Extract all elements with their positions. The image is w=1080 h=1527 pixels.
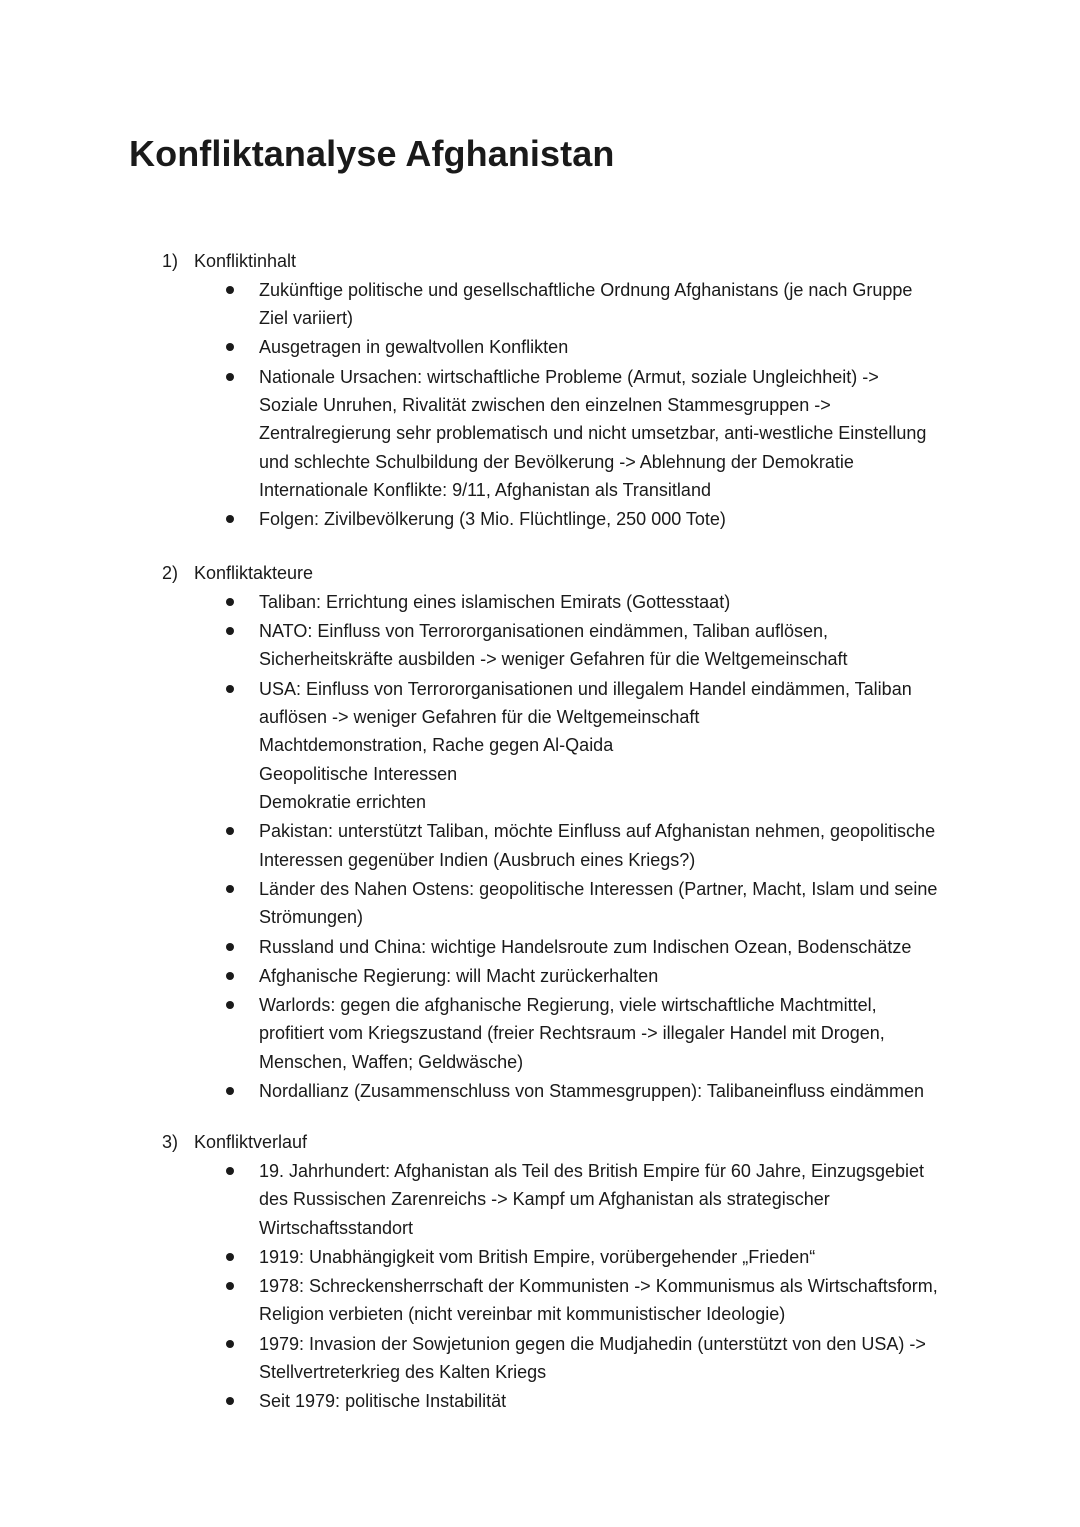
- list-item-line: Stellvertreterkrieg des Kalten Kriegs: [259, 1362, 547, 1383]
- list-item-line: Interessen gegenüber Indien (Ausbruch eines Kriegs?): [259, 849, 696, 870]
- list-item-line: Menschen, Waffen; Geldwäsche): [259, 1051, 524, 1072]
- section-konfliktverlauf: [162, 1128, 982, 1416]
- section-heading: [162, 1128, 982, 1156]
- bullet-dot-icon: [226, 685, 234, 693]
- list-item: [162, 276, 982, 333]
- list-item: [162, 1157, 982, 1242]
- list-item-line: USA: Einfluss von Terrororganisationen und illegalem Handel eindämmen, Taliban: [259, 678, 912, 699]
- list-item-line: des Russischen Zarenreichs -> Kampf um Afghanistan als strategischer: [259, 1189, 830, 1210]
- list-item-line: Folgen: Zivilbevölkerung (3 Mio. Flüchtlinge, 250 000 Tote): [259, 509, 726, 530]
- list-item: [162, 363, 982, 505]
- section-title: Konfliktakteure: [194, 563, 314, 583]
- list-item-line: Afghanische Regierung: will Macht zurückerhalten: [259, 965, 659, 986]
- bullet-dot-icon: [226, 515, 234, 523]
- bullet-dot-icon: [226, 1340, 234, 1348]
- bullet-dot-icon: [226, 627, 234, 635]
- list-item-line: Länder des Nahen Ostens: geopolitische Interessen (Partner, Macht, Islam und seine: [259, 879, 938, 900]
- list-item-line: Seit 1979: politische Instabilität: [259, 1391, 507, 1412]
- bullet-dot-icon: [226, 286, 234, 294]
- list-item-line: Nordallianz (Zusammenschluss von Stammesgruppen): Talibaneinfluss eindämmen: [259, 1081, 924, 1102]
- list-item: [162, 1272, 982, 1329]
- bullet-dot-icon: [226, 885, 234, 893]
- bullet-dot-icon: [226, 373, 234, 381]
- section-title: Konfliktinhalt: [194, 251, 297, 271]
- list-item: [162, 588, 982, 616]
- list-item-line: Geopolitische Interessen: [259, 763, 458, 784]
- bullet-dot-icon: [226, 343, 234, 351]
- list-item-line: Ausgetragen in gewaltvollen Konflikten: [259, 337, 569, 358]
- bullet-list: [162, 1157, 982, 1416]
- list-item: [162, 1330, 982, 1387]
- list-item: [162, 933, 982, 961]
- list-item-line: Wirtschaftsstandort: [259, 1217, 414, 1238]
- list-item: [162, 1387, 982, 1415]
- list-item-line: auflösen -> weniger Gefahren für die Weltgemeinschaft: [259, 707, 700, 728]
- list-item-line: Pakistan: unterstützt Taliban, möchte Einfluss auf Afghanistan nehmen, geopolitische: [259, 821, 936, 842]
- section-heading: [162, 559, 982, 587]
- bullet-dot-icon: [226, 1397, 234, 1405]
- list-item: [162, 333, 982, 361]
- list-item: [162, 675, 982, 817]
- list-item-line: Ziel variiert): [259, 308, 354, 329]
- document-title: Konfliktanalyse Afghanistan: [129, 133, 615, 174]
- list-item-line: Demokratie errichten: [259, 792, 427, 813]
- list-item-line: Soziale Unruhen, Rivalität zwischen den einzelnen Stammesgruppen ->: [259, 395, 831, 416]
- list-item-line: 1978: Schreckensherrschaft der Kommunisten -> Kommunismus als Wirtschaftsform,: [259, 1276, 938, 1297]
- bullet-list: [162, 588, 982, 1106]
- bullet-dot-icon: [226, 1087, 234, 1095]
- section-konfliktakteure: [162, 559, 982, 1105]
- bullet-dot-icon: [226, 1253, 234, 1261]
- section-heading: [162, 247, 982, 275]
- bullet-dot-icon: [226, 1167, 234, 1175]
- bullet-list: [162, 276, 982, 534]
- list-item-line: Internationale Konflikte: 9/11, Afghanistan als Transitland: [259, 480, 711, 501]
- bullet-dot-icon: [226, 827, 234, 835]
- list-item-line: NATO: Einfluss von Terrororganisationen eindämmen, Taliban auflösen,: [259, 621, 828, 641]
- list-item-line: Warlords: gegen die afghanische Regierung, viele wirtschaftliche Machtmittel,: [259, 995, 877, 1016]
- list-item-line: Zentralregierung sehr problematisch und nicht umsetzbar, anti-westliche Einstellung: [259, 423, 927, 444]
- section-number: 1): [162, 251, 179, 271]
- section-konfliktinhalt: [162, 247, 982, 534]
- list-item: [162, 875, 982, 932]
- list-item: [162, 617, 982, 674]
- list-item: [162, 991, 982, 1076]
- list-item: [162, 817, 982, 874]
- list-item: [162, 962, 982, 990]
- list-item-line: Russland und China: wichtige Handelsroute zum Indischen Ozean, Bodenschätze: [259, 936, 912, 957]
- list-item-line: Religion verbieten (nicht vereinbar mit kommunistischer Ideologie): [259, 1304, 786, 1325]
- list-item-line: und schlechte Schulbildung der Bevölkerung -> Ablehnung der Demokratie: [259, 451, 854, 472]
- bullet-dot-icon: [226, 972, 234, 980]
- list-item-line: 1919: Unabhängigkeit vom British Empire, vorübergehender „Frieden“: [259, 1246, 816, 1267]
- list-item-line: Machtdemonstration, Rache gegen Al-Qaida: [259, 735, 614, 756]
- list-item: [162, 1243, 982, 1271]
- list-item-line: 19. Jahrhundert: Afghanistan als Teil des British Empire für 60 Jahre, Einzugsgebiet: [259, 1160, 925, 1181]
- list-item-line: Taliban: Errichtung eines islamischen Emirats (Gottesstaat): [259, 591, 731, 612]
- section-number: 3): [162, 1132, 179, 1152]
- bullet-dot-icon: [226, 1282, 234, 1290]
- section-number: 2): [162, 563, 179, 583]
- list-item-line: 1979: Invasion der Sowjetunion gegen die Mudjahedin (unterstützt von den USA) ->: [259, 1333, 926, 1354]
- bullet-dot-icon: [226, 598, 234, 606]
- list-item-line: profitiert vom Kriegszustand (freier Rechtsraum -> illegaler Handel mit Drogen,: [259, 1023, 885, 1044]
- list-item-line: Nationale Ursachen: wirtschaftliche Probleme (Armut, soziale Ungleichheit) ->: [259, 366, 879, 387]
- list-item: [162, 1077, 982, 1105]
- bullet-dot-icon: [226, 943, 234, 951]
- list-item-line: Sicherheitskräfte ausbilden -> weniger Gefahren für die Weltgemeinschaft: [259, 649, 848, 670]
- list-item: [162, 505, 982, 533]
- section-title: Konfliktverlauf: [194, 1132, 308, 1152]
- bullet-dot-icon: [226, 1001, 234, 1009]
- list-item-line: Strömungen): [259, 907, 364, 928]
- list-item-line: Zukünftige politische und gesellschaftliche Ordnung Afghanistans (je nach Gruppe: [259, 279, 913, 300]
